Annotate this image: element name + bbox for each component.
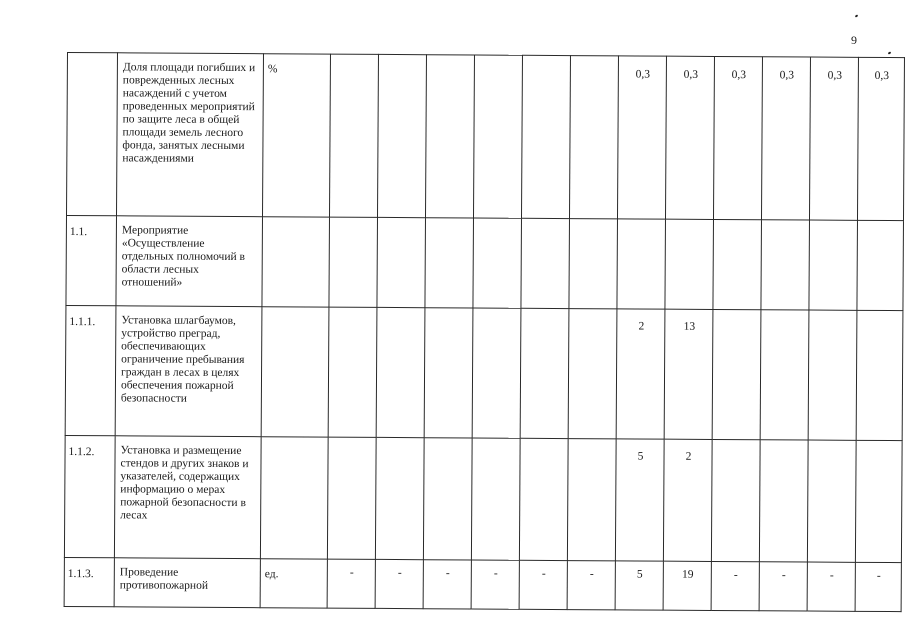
row-value <box>375 437 424 559</box>
row-value <box>473 55 522 218</box>
row-value: - <box>855 562 901 611</box>
row-value <box>520 308 569 438</box>
table-row <box>67 53 905 221</box>
row-value: - <box>423 560 471 609</box>
row-value <box>759 440 808 562</box>
row-value <box>617 219 666 309</box>
row-value <box>423 438 472 560</box>
row-value <box>713 219 762 309</box>
row-value: - <box>759 562 807 611</box>
row-code: 1.1. <box>66 216 117 306</box>
row-value <box>808 310 857 440</box>
row-value: - <box>471 560 519 609</box>
row-value <box>856 310 903 440</box>
row-value: 19 <box>663 561 711 610</box>
row-unit: % <box>262 54 330 217</box>
row-name: Мероприятие «Осуществление отдельных полномочий в области лесных отношений» <box>116 216 263 307</box>
row-code: 1.1.2. <box>64 435 115 557</box>
row-value <box>809 220 858 310</box>
row-value <box>712 309 761 439</box>
row-value <box>327 437 376 559</box>
row-value <box>473 218 522 308</box>
row-value <box>377 54 426 217</box>
row-value: 2 <box>616 309 665 439</box>
row-unit <box>262 217 330 307</box>
row-value: - <box>711 561 759 610</box>
row-code: 1.1.3. <box>64 557 114 606</box>
row-value <box>761 220 810 310</box>
row-value <box>711 439 760 561</box>
row-value <box>760 310 809 440</box>
row-unit <box>260 437 328 559</box>
row-value <box>855 440 902 562</box>
row-code: 1.1.1. <box>65 305 116 435</box>
indicator-table-wrapper <box>64 52 905 612</box>
row-unit: ед. <box>260 559 327 608</box>
row-value: 0,3 <box>857 57 904 220</box>
table-row <box>66 216 904 311</box>
row-name: Проведение противопожарной <box>114 558 260 608</box>
row-value <box>329 217 378 307</box>
row-value <box>521 218 570 308</box>
row-value: - <box>327 559 375 608</box>
row-value: 0,3 <box>617 56 666 219</box>
row-value: 0,3 <box>809 57 858 220</box>
row-value: - <box>375 559 423 608</box>
row-value <box>567 439 616 561</box>
row-value: 5 <box>615 561 663 610</box>
row-value <box>807 440 856 562</box>
row-code <box>67 53 118 216</box>
row-value: 5 <box>615 439 664 561</box>
row-value: 2 <box>663 439 712 561</box>
table-row <box>65 305 903 440</box>
row-value: 0,3 <box>761 57 810 220</box>
row-value <box>569 56 618 219</box>
row-value: 13 <box>664 309 713 439</box>
row-value <box>519 438 568 560</box>
row-value <box>857 220 904 310</box>
row-name: Доля площади погибших и поврежденных лесных насаждений с учетом проведенных мероприятий по защите леса в общей площади земель лесного фонда, занятых лесными насаждениями <box>117 53 264 217</box>
table-row <box>64 557 901 611</box>
row-value <box>471 438 520 560</box>
row-value: - <box>567 561 615 610</box>
indicator-table <box>64 52 905 612</box>
row-value <box>424 308 473 438</box>
row-value: - <box>807 562 855 611</box>
scan-speck <box>888 51 892 54</box>
row-value <box>665 219 714 309</box>
row-value <box>376 307 425 437</box>
scan-speck <box>855 14 859 17</box>
row-value <box>425 218 474 308</box>
row-value <box>521 55 570 218</box>
table-row <box>64 435 902 562</box>
row-value <box>329 54 378 217</box>
row-value <box>472 308 521 438</box>
row-value: 0,3 <box>713 56 762 219</box>
row-value <box>569 219 618 309</box>
page-number: 9 <box>851 33 857 47</box>
row-unit <box>261 307 329 437</box>
row-value: 0,3 <box>665 56 714 219</box>
row-value <box>377 217 426 307</box>
row-name: Установка и размещение стендов и других знаков и указателей, содержащих информацию о мерах пожарной безопасности в лесах <box>114 436 261 559</box>
row-name: Установка шлагбаумов, устройство преград, обеспечивающих ограничение пребывания граждан в лесах в целях обеспечения пожарной безопасности <box>115 306 262 437</box>
row-value <box>568 309 617 439</box>
row-value: - <box>519 560 567 609</box>
row-value <box>425 55 474 218</box>
row-value <box>328 307 377 437</box>
